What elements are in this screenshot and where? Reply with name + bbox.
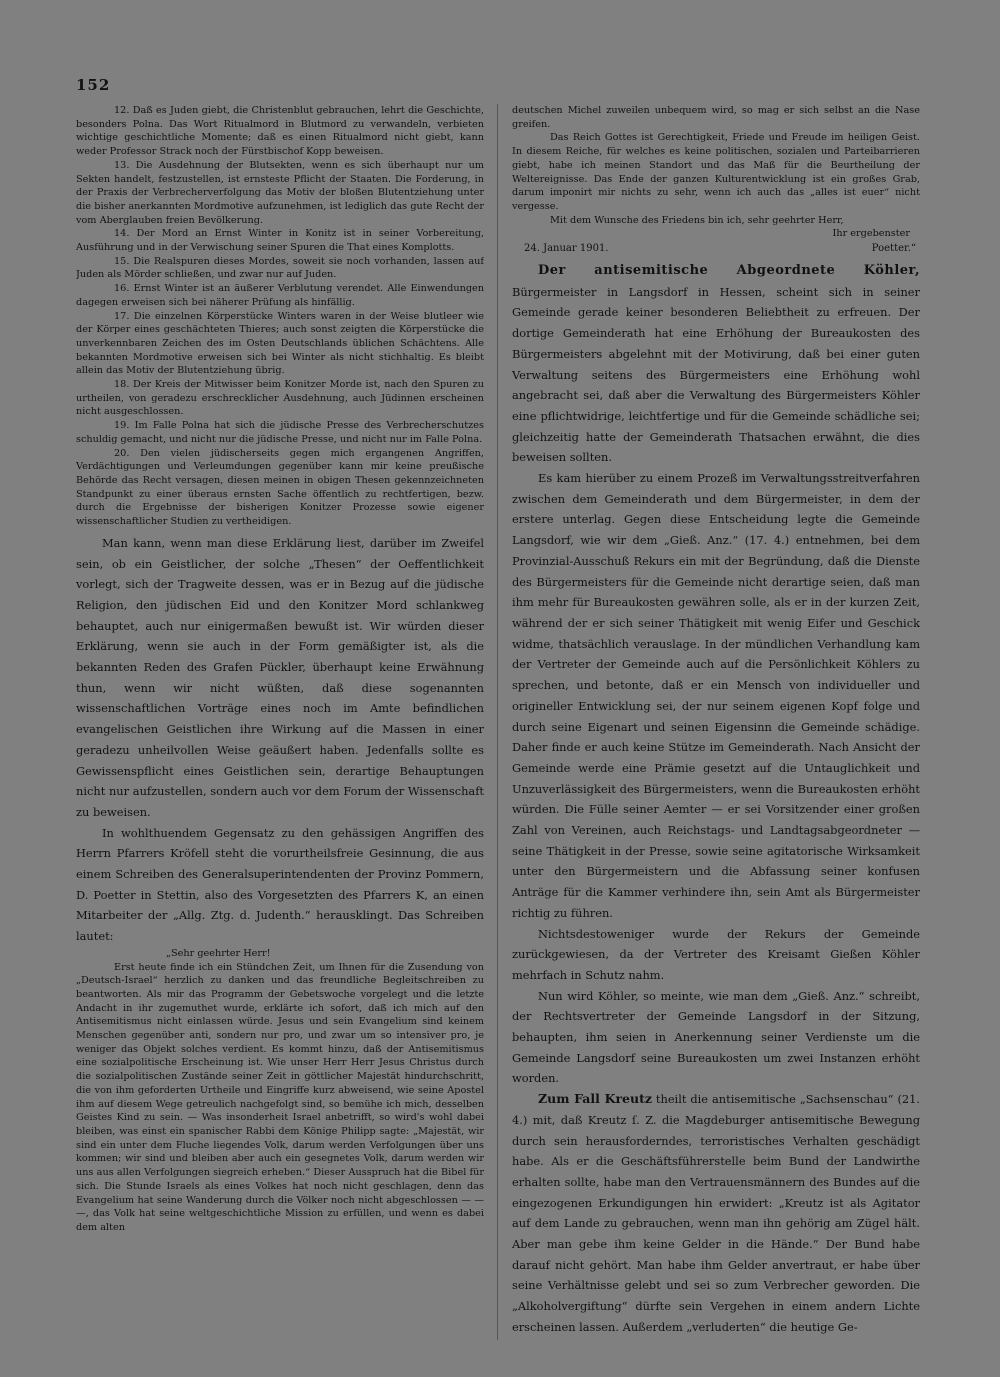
article-lead: [512, 260, 920, 468]
commentary-paragraph: In wohlthuendem Gegensatz zu den gehässigen Angriffen des Herrn Pfarrers Kröfell steht die vorurtheilsfreie Gesinnung, die aus einem Schreiben des Generalsuperintendenten der Provinz Pommern, D. Poetter in Stettin, also des Vorgesetzten des Pfarrers K, an einen Mitarbeiter der „Allg. Ztg. d. Judenth.“ herausklingt. Das Schreiben lautet:: [76, 825, 484, 944]
letter-closing: Mit dem Wunsche des Friedens bin ich, sehr geehrter Herr,: [550, 214, 844, 226]
left-column: [76, 104, 484, 1340]
letter-paragraph: deutschen Michel zuweilen unbequem wird, so mag er sich selbst an die Nase greifen.: [512, 105, 920, 130]
article-paragraph: Nichtsdestoweniger wurde der Rekurs der Gemeinde zurückgewiesen, da der Vertreter des Kreisamt Gießen Köhler mehrfach in Schutz nahm.: [512, 926, 920, 982]
letter-paragraph: Erst heute finde ich ein Stündchen Zeit, um Ihnen für die Zusendung von „Deutsch-Israel“ herzlich zu danken und das freundliche Begleitschreiben zu beantworten. Als mir das Programm der Gebetswoche vorgelegt und die letzte Andacht in ihr zugemuthet wurde, erklärte ich sofort, daß ich mich auf den Antisemitismus nicht einlassen würde. Jesus und sein Evangelium sind keinem Menschen gegenüber anti, sondern nur pro, und zwar um so intensiver pro, je weniger das Objekt solches verdient. Es kommt hinzu, daß der Antisemitismus eine sozialpolitische Erscheinung ist. Wie unser Herr Herr Jesus Christus durch die sozialpolitischen Zustände seiner Zeit in göttlicher Majestät hindurchschritt, die von ihm geforderten Urtheile und Eingriffe kurz abweisend, wie seine Apostel ihm auf diesem Wege getreulich nachgefolgt sind, so bemühe ich mich, desselben Geistes Kind zu sein. — Was insonderheit Israel anbetrifft, so wird's wohl dabei bleiben, was einst ein spanischer Rabbi dem Könige Philipp sagte: „Majestät, wir sind ein unter dem Fluche liegendes Volk, darum werden Verfolgungen über uns kommen; wir sind und bleiben aber auch ein gesegnetes Volk, darum werden wir uns aus allen Verfolgungen siegreich erheben.“ Dieser Ausspruch hat die Bibel für sich. Die Stunde Israels als eines Volkes hat noch nicht geschlagen, denn das Evangelium hat seine Wanderung durch die Völker noch nicht abgeschlossen — — —, das Volk hat seine weltgeschichtliche Mission zu erfüllen, und wenn es dabei dem alten: [76, 961, 484, 1233]
thesis-13: 13. Die Ausdehnung der Blutsekten, wenn es sich überhaupt nur um Sekten handelt, festzustellen, ist ernsteste Pflicht der Staaten. Die Forderung, in der Praxis der Verbrecherverfolgung das Motiv der bloßen Blutentziehung unter die bisher anerkannten Mordmotive aufzunehmen, ist lediglich das gute Recht der vom Aberglauben freien Bevölkerung.: [76, 159, 484, 226]
commentary: [76, 533, 484, 947]
letter-dateline: [512, 241, 920, 256]
article-paragraph: Es kam hierüber zu einem Prozeß im Verwaltungsstreitverfahren zwischen dem Gemeinderath und dem Bürgermeister, in dem der erstere unterlag. Gegen diese Entscheidung legte die Gemeinde Langsdorf, wie wir dem „Gieß. Anz.“ (17. 4.) entnehmen, bei dem Provinzial-Ausschuß Rekurs ein mit der Begründung, daß die Dienste des Bürgermeisters für die Gemeinde nicht derartige seien, daß man ihm mehr für Bureaukosten gewähren solle, als er in der kurzen Zeit, während der er sich seiner Thätigkeit mit wenig Eifer und Geschick widme, thatsächlich verauslage. In der mündlichen Verhandlung kam der Vertreter der Gemeinde auch auf die Persönlichkeit Köhlers zu sprechen, und betonte, daß er ein Mensch von individueller und origineller Entwicklung sei, der nur seinem eigenen Kopf folge und durch seine Eigenart und seinen Eigensinn die Gemeinde schädige. Daher finde er auch keine Stütze im Gemeinderath. Nach Ansicht der Gemeinde werde eine Prämie gesetzt auf die Untauglichkeit und Unzuverlässigkeit des Bürgermeisters, wenn die Bureaukosten erhöht würden. Die Fülle seiner Aemter — er sei Vorsitzender einer großen Zahl von Vereinen, auch Reichstags- und Landtagsabgeordneter — seine Thätigkeit in der Presse, sowie seine agitatorische Wirksamkeit unter den Bürgermeistern und die Abfassung seiner konfusen Anträge für die Kammer verhindere ihn, sein Amt als Bürgermeister richtig zu führen.: [512, 471, 920, 920]
quoted-letter-continued: [512, 104, 920, 256]
thesis-14: 14. Der Mord an Ernst Winter in Konitz ist in seiner Vorbereitung, Ausführung und in der Verwischung seiner Spuren die That eines Komplotts.: [76, 228, 484, 254]
thesis-15: 15. Die Realspuren dieses Mordes, soweit sie noch vorhanden, lassen auf Juden als Mörder schließen, und zwar nur auf Juden.: [76, 255, 484, 281]
theses-list: [76, 104, 484, 529]
thesis-19: 19. Im Falle Polna hat sich die jüdische Presse des Verbrecherschutzes schuldig gemacht, und nicht nur die jüdische Presse, und nicht nur im Falle Polna.: [76, 420, 484, 445]
article-headline: Der antisemitische Abgeordnete Köhler,: [538, 263, 920, 279]
thesis-16: 16. Ernst Winter ist an äußerer Verblutung verendet. Alle Einwendungen dagegen erweisen sich bei näherer Prüfung als hinfällig.: [76, 283, 484, 308]
article-runin-heading: Zum Fall Kreutz: [538, 1091, 652, 1107]
letter-sign-off: [512, 227, 920, 241]
article-lead-text: Bürgermeister in Langsdorf in Hessen, scheint sich in seiner Gemeinde gerade keiner besonderen Beliebtheit zu erfreuen. Der dortige Gemeinderath hat eine Erhöhung der Bureaukosten des Bürgermeisters abgelehnt mit der Motivirung, daß bei einer guten Verwaltung seitens des Bürgermeisters eine Erhöhung wohl angebracht sei, daß aber die Verwaltung des Bürgermeisters Köhler eine pflichtwidrige, leichtfertige und für die Gemeinde schädliche sei; gleichzeitig hatte der Gemeinderath Thatsachen erwähnt, die dies beweisen sollten.: [512, 284, 920, 465]
thesis-17: 17. Die einzelnen Körperstücke Winters waren in der Weise blutleer wie der Körper eines geschächteten Thieres; auch sonst zeigten die Körperstücke die unverkennbaren Zeichen des im Osten Deutschlands üblichen Schächtens. Alle bekannten Mordmotive erweisen sich bei Winter als nicht stichhaltig. Es bleibt allein das Motiv der Blutentziehung übrig.: [76, 310, 484, 377]
quoted-letter: [76, 947, 484, 1235]
thesis-12: 12. Daß es Juden giebt, die Christenblut gebrauchen, lehrt die Geschichte, besonders Polna. Das Wort Ritualmord in Blutmord zu verwandeln, verbieten wichtige geschichtliche Momente; daß es einen Ritualmord nicht giebt, kann weder Professor Strack noch der Fürstbischof Kopp beweisen.: [76, 105, 484, 158]
column-divider: [497, 104, 498, 1340]
letter-paragraph: Das Reich Gottes ist Gerechtigkeit, Friede und Freude im heiligen Geist. In diesem Reiche, für welches es keine politischen, sozialen und Parteibarrieren giebt, habe ich meinen Standort und das Maß für die Beurtheilung der Weltereignisse. Das Ende der ganzen Kulturentwicklung ist ein großes Grab, darum imponirt mir nichts zu sehr, wenn ich auch das „alles ist euer“ nicht vergesse.: [512, 132, 920, 212]
thesis-18: 18. Der Kreis der Mitwisser beim Konitzer Morde ist, nach den Spuren zu urtheilen, von geradezu erschrecklicher Ausdehnung, auch Jüdinnen erscheinen nicht ausgeschlossen.: [76, 379, 484, 418]
article-lead: [512, 1089, 920, 1337]
article-koehler: [512, 260, 920, 1089]
commentary-paragraph: Man kann, wenn man diese Erklärung liest, darüber im Zweifel sein, ob ein Geistlicher, der solche „Thesen“ der Oeffentlichkeit vorlegt, sich der Tragweite dessen, was er in Bezug auf die jüdische Religion, den jüdischen Eid und den Konitzer Mord schlankweg behauptet, auch nur einigermaßen bewußt ist. Wir würden dieser Erklärung, wenn sie auch in der Form gemäßigter ist, als die bekannten Reden des Grafen Pückler, überhaupt keine Erwähnung thun, wenn wir nicht wüßten, daß diese sogenannten wissenschaftlichen Vorträge eines noch im Amte befindlichen evangelischen Geistlichen ihre Wirkung auf die Massen in einer geradezu unheilvollen Weise geäußert haben. Jedenfalls sollte es Gewissenspflicht eines Geistlichen sein, derartige Behauptungen nicht nur aufzustellen, sondern auch vor dem Forum der Wissenschaft zu beweisen.: [76, 535, 484, 819]
right-column: [512, 104, 920, 1340]
letter-salutation: „Sehr geehrter Herr!: [166, 947, 271, 959]
article-lead-text: theilt die antisemitische „Sachsenschau“ (21. 4.) mit, daß Kreutz ſ. Z. die Magdeburger antisemitische Bewegung durch sein herausforderndes, terroristisches Verhalten geschädigt habe. Als er die Geschäftsführerstelle beim Bund der Landwirthe erhalten sollte, habe man den Vertrauensmännern des Bundes auf die eingezogenen Erkundigungen hin erwidert: „Kreutz ist als Agitator auf dem Lande zu gebrauchen, wenn man ihn gehörig am Zügel hält. Aber man gebe ihm keine Gelder in die Hände.“ Der Bund habe darauf nicht gehört. Man habe ihm Gelder anvertraut, er habe über seine Verhältnisse gelebt und sei so zum Verbrecher geworden. Die „Alkoholvergiftung“ dürfte sein Vergehen in einem andern Lichte erscheinen lassen. Außerdem „verluderten“ die heutige Ge-: [512, 1092, 920, 1334]
article-paragraph: Nun wird Köhler, so meinte, wie man dem „Gieß. Anz.“ schreibt, der Rechtsvertreter der Gemeinde Langsdorf in der Sitzung, behaupten, ihm seien in Anerkennung seiner Verdienste um die Gemeinde Langsdorf seine Bureaukosten um zwei Instanzen erhöht worden.: [512, 988, 920, 1086]
letter-signature: Poetter.“: [871, 243, 916, 255]
letter-sign-off-text: Ihr ergebenster: [832, 228, 910, 240]
thesis-20: 20. Den vielen jüdischerseits gegen mich ergangenen Angriffen, Verdächtigungen und Verleumdungen gegenüber kann mir keine preußische Behörde das Recht versagen, diesen meinen in obigen Thesen gekennzeichneten Standpunkt zu einer überaus ernsten Sache öffentlich zu rechtfertigen, bezw. durch die Ergebnisse der bisherigen Konitzer Prozesse sowie eigener wissenschaftlicher Studien zu vertheidigen.: [76, 447, 484, 528]
article-kreutz: [512, 1089, 920, 1337]
letter-date: 24. Januar 1901.: [524, 243, 609, 255]
page-number: 152: [76, 76, 111, 94]
